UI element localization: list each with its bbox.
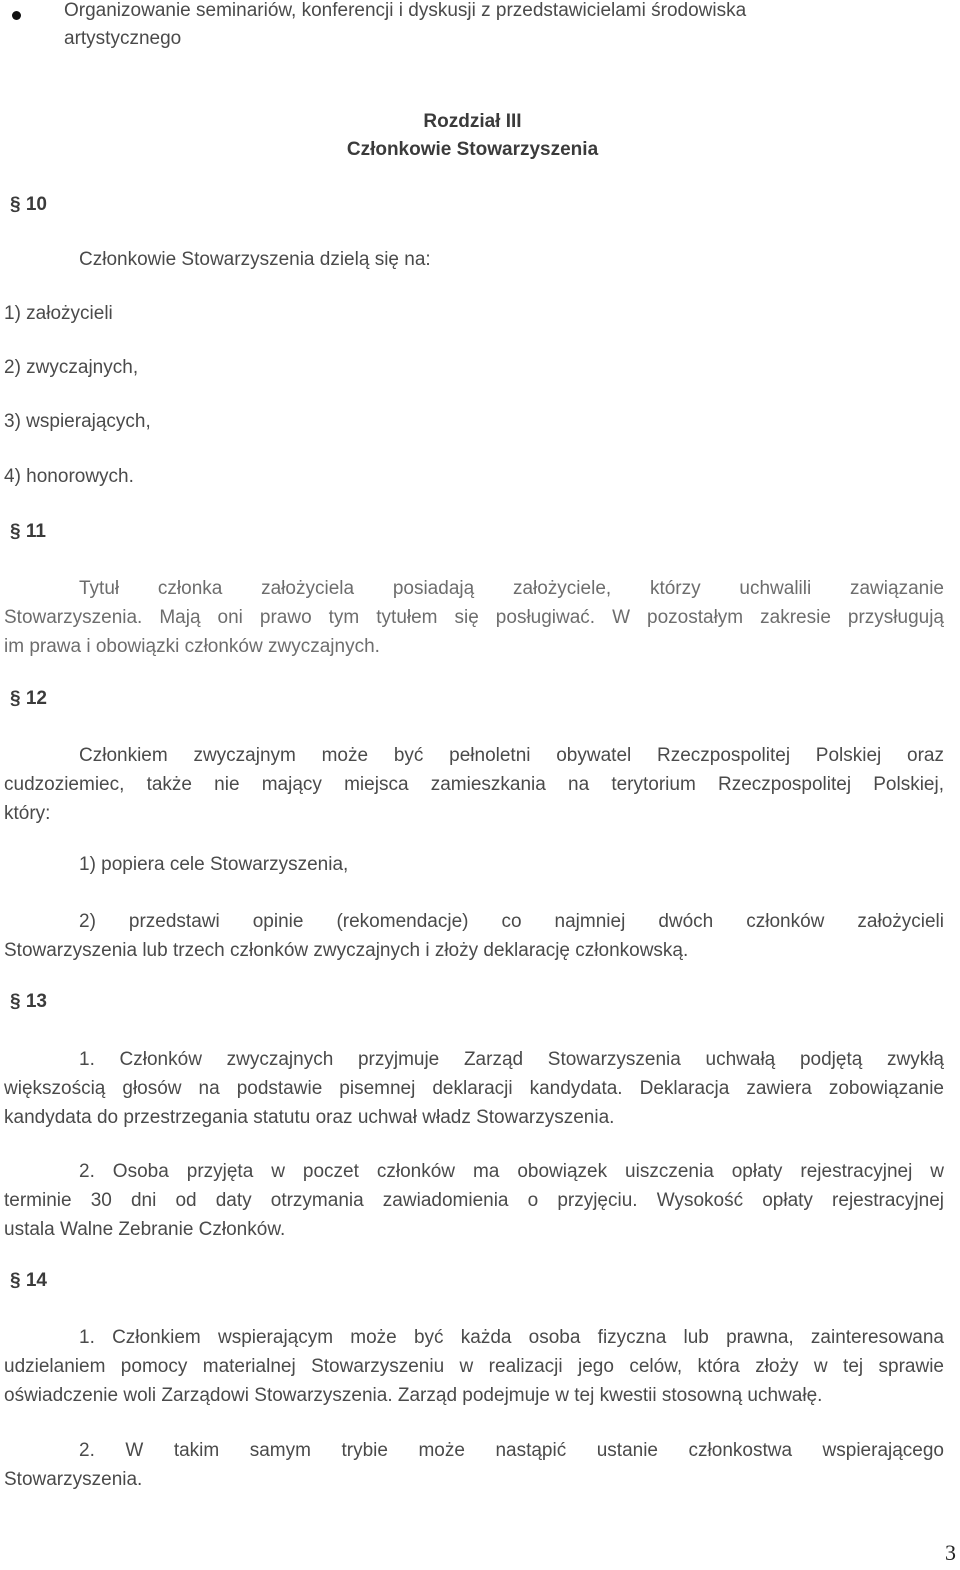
section-14-p1-line-1: 1. Członkiem wspierającym może być każda osoba fizyczna lub prawna, zainteresowana (79, 1327, 944, 1348)
section-12-item-1: 1) popiera cele Stowarzyszenia, (79, 854, 349, 875)
section-11-line-1: Tytuł członka założyciela posiadają założyciele, którzy uchwalili zawiązanie (79, 578, 944, 599)
page-number: 3 (945, 1540, 956, 1565)
section-11-line-3: im prawa i obowiązki członków zwyczajnych. (4, 636, 380, 657)
bullet-icon (12, 11, 21, 20)
section-12-item-2 (4, 907, 944, 965)
section-14-p1-line-2: udzielaniem pomocy materialnej Stowarzyszeniu w realizacji jego celów, która złoży w tej sprawie (4, 1356, 944, 1377)
section-13-paragraph-2 (4, 1157, 944, 1244)
section-11-paragraph (4, 574, 944, 661)
section-10-item-3: 3) wspierających, (4, 411, 151, 432)
section-13-paragraph-1 (4, 1045, 944, 1132)
section-14-p1-line-3: oświadczenie woli Zarządowi Stowarzyszenia. Zarząd podejmuje w tej kwestii stosowną uchwałę. (4, 1385, 823, 1406)
section-13-heading: § 13 (10, 991, 47, 1012)
section-11-heading: § 11 (10, 521, 46, 542)
section-14-p2-line-2: Stowarzyszenia. (4, 1469, 143, 1490)
section-13-p2-line-3: ustala Walne Zebranie Członków. (4, 1219, 286, 1240)
section-13-p1-line-3: kandydata do przestrzegania statutu oraz uchwał władz Stowarzyszenia. (4, 1107, 615, 1128)
section-13-p1-line-1: 1. Członków zwyczajnych przyjmuje Zarząd Stowarzyszenia uchwałą podjętą zwykłą (79, 1049, 944, 1070)
section-11-line-2: Stowarzyszenia. Mają oni prawo tym tytułem się posługiwać. W pozostałym zakresie przysługują (4, 607, 944, 628)
section-13-p2-line-1: 2. Osoba przyjęta w poczet członków ma obowiązek uiszczenia opłaty rejestracyjnej w (79, 1161, 944, 1182)
section-14-paragraph-1 (4, 1323, 944, 1410)
section-14-p2-line-1: 2. W takim samym trybie może nastąpić ustanie członkostwa wspierającego (79, 1440, 944, 1461)
chapter-title: Członkowie Stowarzyszenia (346, 139, 599, 160)
bullet-line-1: Organizowanie seminariów, konferencji i dyskusji z przedstawicielami środowiska (64, 0, 747, 21)
section-13-p1-line-2: większością głosów na podstawie pisemnej deklaracji kandydata. Deklaracja zawiera zobowiązanie (4, 1078, 944, 1099)
chapter-number: Rozdział III (423, 111, 522, 132)
section-13-p2-line-2: terminie 30 dni od daty otrzymania zawiadomienia o przyjęciu. Wysokość opłaty rejestracyjnej (4, 1190, 944, 1211)
section-10-item-1: 1) założycieli (4, 303, 113, 324)
section-10-item-4: 4) honorowych. (4, 466, 134, 487)
section-10-item-2: 2) zwyczajnych, (4, 357, 139, 378)
section-12-item-2-line-2: Stowarzyszenia lub trzech członków zwyczajnych i złoży deklarację członkowską. (4, 940, 689, 961)
section-12-paragraph (4, 741, 944, 828)
bullet-line-2: artystycznego (64, 28, 182, 49)
section-12-line-1: Członkiem zwyczajnym może być pełnoletni obywatel Rzeczpospolitej Polskiej oraz (79, 745, 944, 766)
section-14-heading: § 14 (10, 1270, 47, 1291)
section-10-intro: Członkowie Stowarzyszenia dzielą się na: (79, 249, 431, 270)
section-12-line-2: cudzoziemiec, także nie mający miejsca zamieszkania na terytorium Rzeczpospolitej Polskiej, (4, 774, 944, 795)
section-12-item-2-line-1: 2) przedstawi opinie (rekomendacje) co najmniej dwóch członków założycieli (79, 911, 944, 932)
section-10-heading: § 10 (10, 194, 47, 215)
section-12-line-3: który: (4, 803, 51, 824)
section-14-paragraph-2 (4, 1436, 944, 1494)
section-12-heading: § 12 (10, 688, 47, 709)
